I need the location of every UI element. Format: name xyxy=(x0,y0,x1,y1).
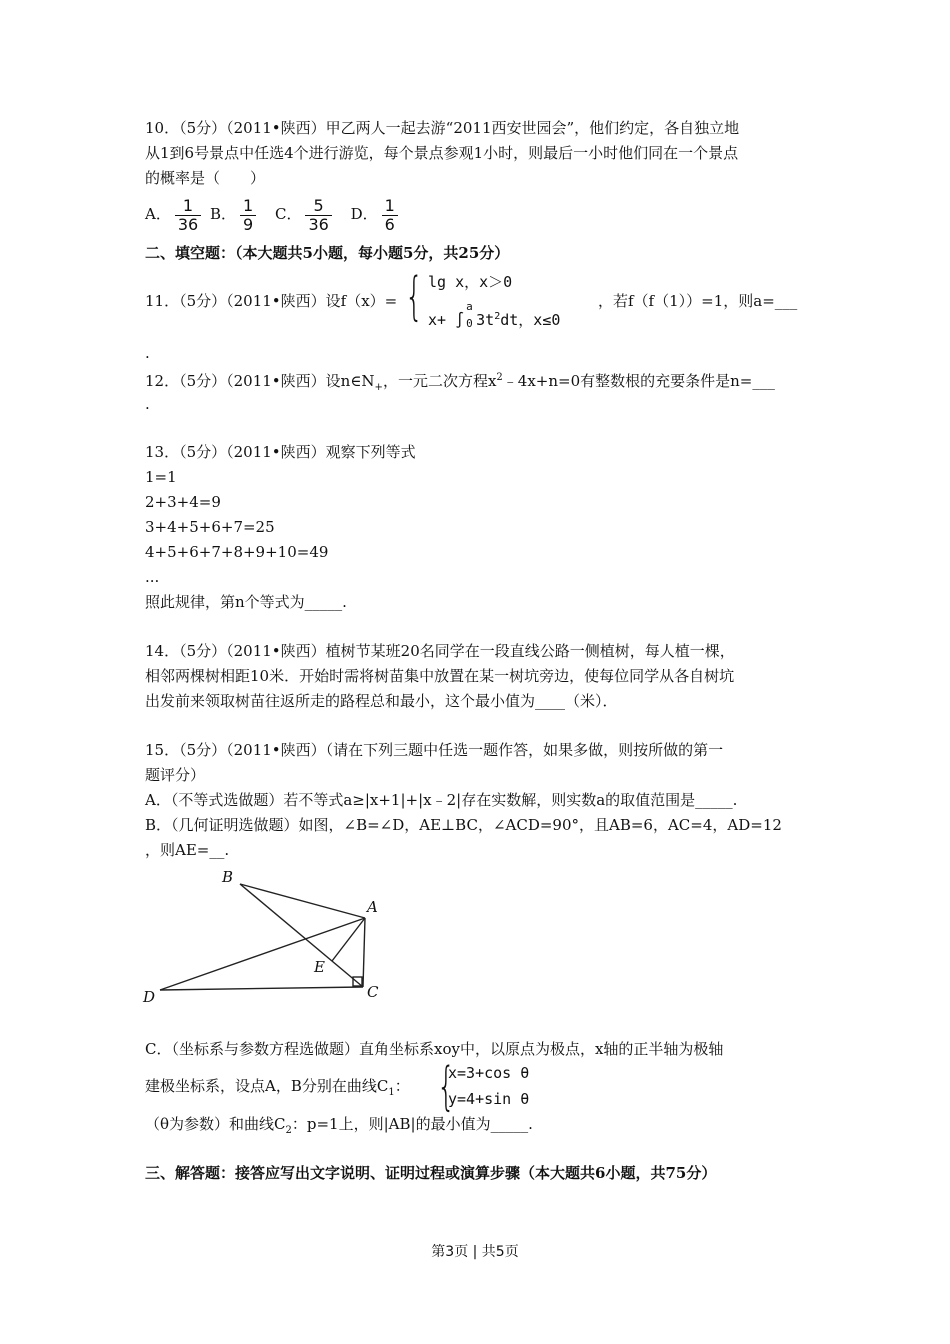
q10-options xyxy=(145,194,402,234)
q15-option-c-line2: 建极坐标系，设点A，B分别在曲线$C_1$： xyxy=(145,1077,410,1098)
q15-option-b-line2: ，则AE=__. xyxy=(145,841,230,859)
q14-line3: 出发前来领取树苗往返所走的路程总和最小，这个最小值为____（米）． xyxy=(145,692,618,710)
q11-brace: { xyxy=(405,267,424,327)
q11-case2: x+ ∫ a 0 $3t^2dt$，x≤0 xyxy=(428,300,561,330)
q13-eq-1: 1=1 xyxy=(145,468,177,486)
q13-eq-2: 2+3+4=9 xyxy=(145,493,221,511)
q13-eq-4: 4+5+6+7+8+9+10=49 xyxy=(145,543,329,561)
label-d: D xyxy=(143,988,156,1006)
q15-param-brace: { xyxy=(437,1057,456,1117)
option-d-fraction: $\frac{1}{6}$ xyxy=(382,197,398,234)
geometry-figure xyxy=(140,862,390,1012)
q10-line2: 从1到6号景点中任选4个进行游览，每个景点参观1小时，则最后一小时他们同在一个景点 xyxy=(145,144,739,162)
segment-bc xyxy=(240,884,363,987)
q13-eq-3: 3+4+5+6+7=25 xyxy=(145,518,275,536)
segment-ac xyxy=(363,918,365,987)
q13-eq-5: ... xyxy=(145,568,160,586)
option-a-label: A． xyxy=(145,205,171,223)
q15-line2: 题评分） xyxy=(145,766,206,784)
segment-dc xyxy=(160,987,363,990)
segment-da xyxy=(160,918,365,990)
label-e: E xyxy=(314,958,325,976)
q15-param-y: y=4+sin θ xyxy=(448,1090,530,1108)
option-b-fraction: $\frac{1}{9}$ xyxy=(240,197,256,234)
section2-heading: 二、填空题：（本大题共5小题，每小题5分，共25分） xyxy=(145,244,510,262)
q14-line2: 相邻两棵树相距10米．开始时需将树苗集中放置在某一树坑旁边，使每位同学从各自树坑 xyxy=(145,667,735,685)
label-a: A xyxy=(367,898,378,916)
label-c: C xyxy=(367,983,379,1001)
q15-option-a: A．（不等式选做题）若不等式a≥|x+1|+|x﹣2|存在实数解，则实数a的取值范围是_____. xyxy=(145,791,738,809)
option-c-fraction: $\frac{5}{36}$ xyxy=(305,197,331,234)
q11-prefix: 11．（5分）（2011•陕西）设f（x）= xyxy=(145,292,398,310)
q12-text: 12．（5分）（2011•陕西）设$n\in N_+$，一元二次方程$x^2﹣4x+n=0$有整数根的充要条件是n=___ xyxy=(145,372,775,393)
q15-line1: 15．（5分）（2011•陕西）（请在下列三题中任选一题作答，如果多做，则按所做的第一 xyxy=(145,741,724,759)
option-c-label: C． xyxy=(274,205,302,223)
q12-dot: . xyxy=(145,395,150,413)
segment-ba xyxy=(240,884,365,918)
option-d-label: D． xyxy=(350,205,378,223)
q14-line1: 14．（5分）（2011•陕西）植树节某班20名同学在一段直线公路一侧植树，每人植一棵， xyxy=(145,642,735,660)
q11-suffix: ，若f（f（1））=1，则a=___ xyxy=(598,292,798,310)
q13-line1: 13．（5分）（2011•陕西）观察下列等式 xyxy=(145,443,416,461)
q11-dot: . xyxy=(145,344,150,362)
q15-option-c-line3: （θ为参数）和曲线$C_2$：p=1上，则|AB|的最小值为_____. xyxy=(145,1115,533,1136)
section3-heading: 三、解答题：接答应写出文字说明、证明过程或演算步骤（本大题共6小题，共75分） xyxy=(145,1164,717,1182)
q15-option-b-line1: B．（几何证明选做题）如图，∠B=∠D，AE⊥BC，∠ACD=90°，且AB=6，AC=4，AD=12 xyxy=(145,816,782,834)
q15-option-c-line1: C．（坐标系与参数方程选做题）直角坐标系xoy中，以原点为极点，x轴的正半轴为极轴 xyxy=(145,1040,724,1058)
q11-case1: lg x，x＞0 xyxy=(428,273,513,291)
q15-param-x: x=3+cos θ xyxy=(448,1064,530,1082)
option-a-fraction: $\frac{1}{36}$ xyxy=(175,197,201,234)
label-b: B xyxy=(222,868,234,886)
option-b-label: B． xyxy=(209,205,237,223)
q13-last: 照此规律，第n个等式为_____. xyxy=(145,593,347,611)
q10-line3: 的概率是（ ） xyxy=(145,169,266,187)
page-footer: 第3页 | 共5页 xyxy=(431,1244,519,1260)
q10-line1: 10．（5分）（2011•陕西）甲乙两人一起去游“2011西安世园会”，他们约定，各自独立地 xyxy=(145,119,740,137)
